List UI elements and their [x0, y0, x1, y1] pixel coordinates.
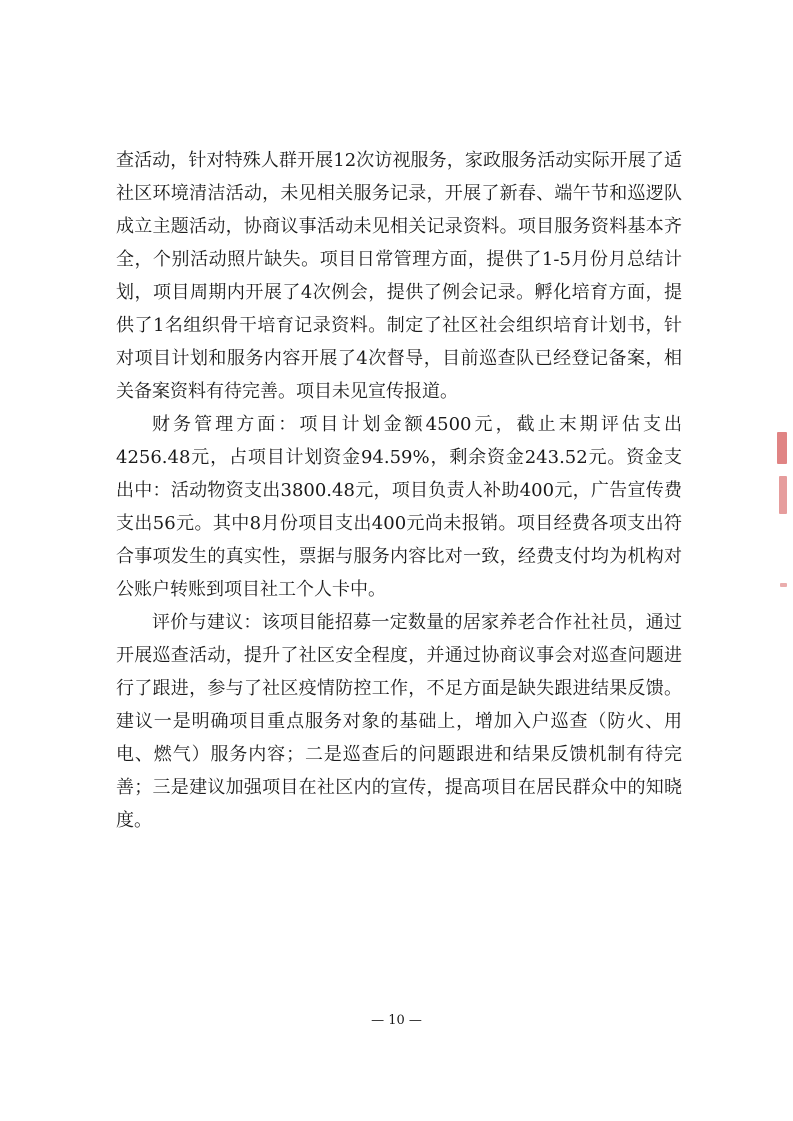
document-body: [116, 144, 682, 837]
paragraph-evaluation-suggestions: 评价与建议：该项目能招募一定数量的居家养老合作社社员，通过开展巡查活动，提升了社区安全程度，并通过协商议事会对巡查问题进行了跟进，参与了社区疫情防控工作，不足方面是缺失跟进结果反馈。建议一是明确项目重点服务对象的基础上，增加入户巡查（防火、用电、燃气）服务内容；二是巡查后的问题跟进和结果反馈机制有待完善；三是建议加强项目在社区内的宣传，提高项目在居民群众中的知晓度。: [116, 612, 682, 831]
paragraph-service-activities: 查活动，针对特殊人群开展12次访视服务，家政服务活动实际开展了适社区环境清洁活动，未见相关服务记录，开展了新春、端午节和巡逻队成立主题活动，协商议事活动未见相关记录资料。项目服务资料基本齐全，个别活动照片缺失。项目日常管理方面，提供了1-5月份月总结计划，项目周期内开展了4次例会，提供了例会记录。孵化培育方面，提供了1名组织骨干培育记录资料。制定了社区社会组织培育计划书，针对项目计划和服务内容开展了4次督导，目前巡查队已经登记备案，相关备案资料有待完善。项目未见宣传报道。: [116, 150, 682, 402]
page-number: — 10 —: [371, 1013, 422, 1028]
seal-edge-mark: [779, 476, 787, 514]
paragraph-financial-management: 财务管理方面：项目计划金额4500元，截止末期评估支出4256.48元，占项目计划资金94.59%，剩余资金243.52元。资金支出中：活动物资支出3800.48元，项目负责人补助400元，广告宣传费支出56元。其中8月份项目支出400元尚未报销。项目经费各项支出符合事项发生的真实性，票据与服务内容比对一致，经费支付均为机构对公账户转账到项目社工个人卡中。: [116, 414, 682, 600]
seal-edge-mark: [780, 583, 787, 587]
seal-edge-mark: [777, 432, 787, 464]
